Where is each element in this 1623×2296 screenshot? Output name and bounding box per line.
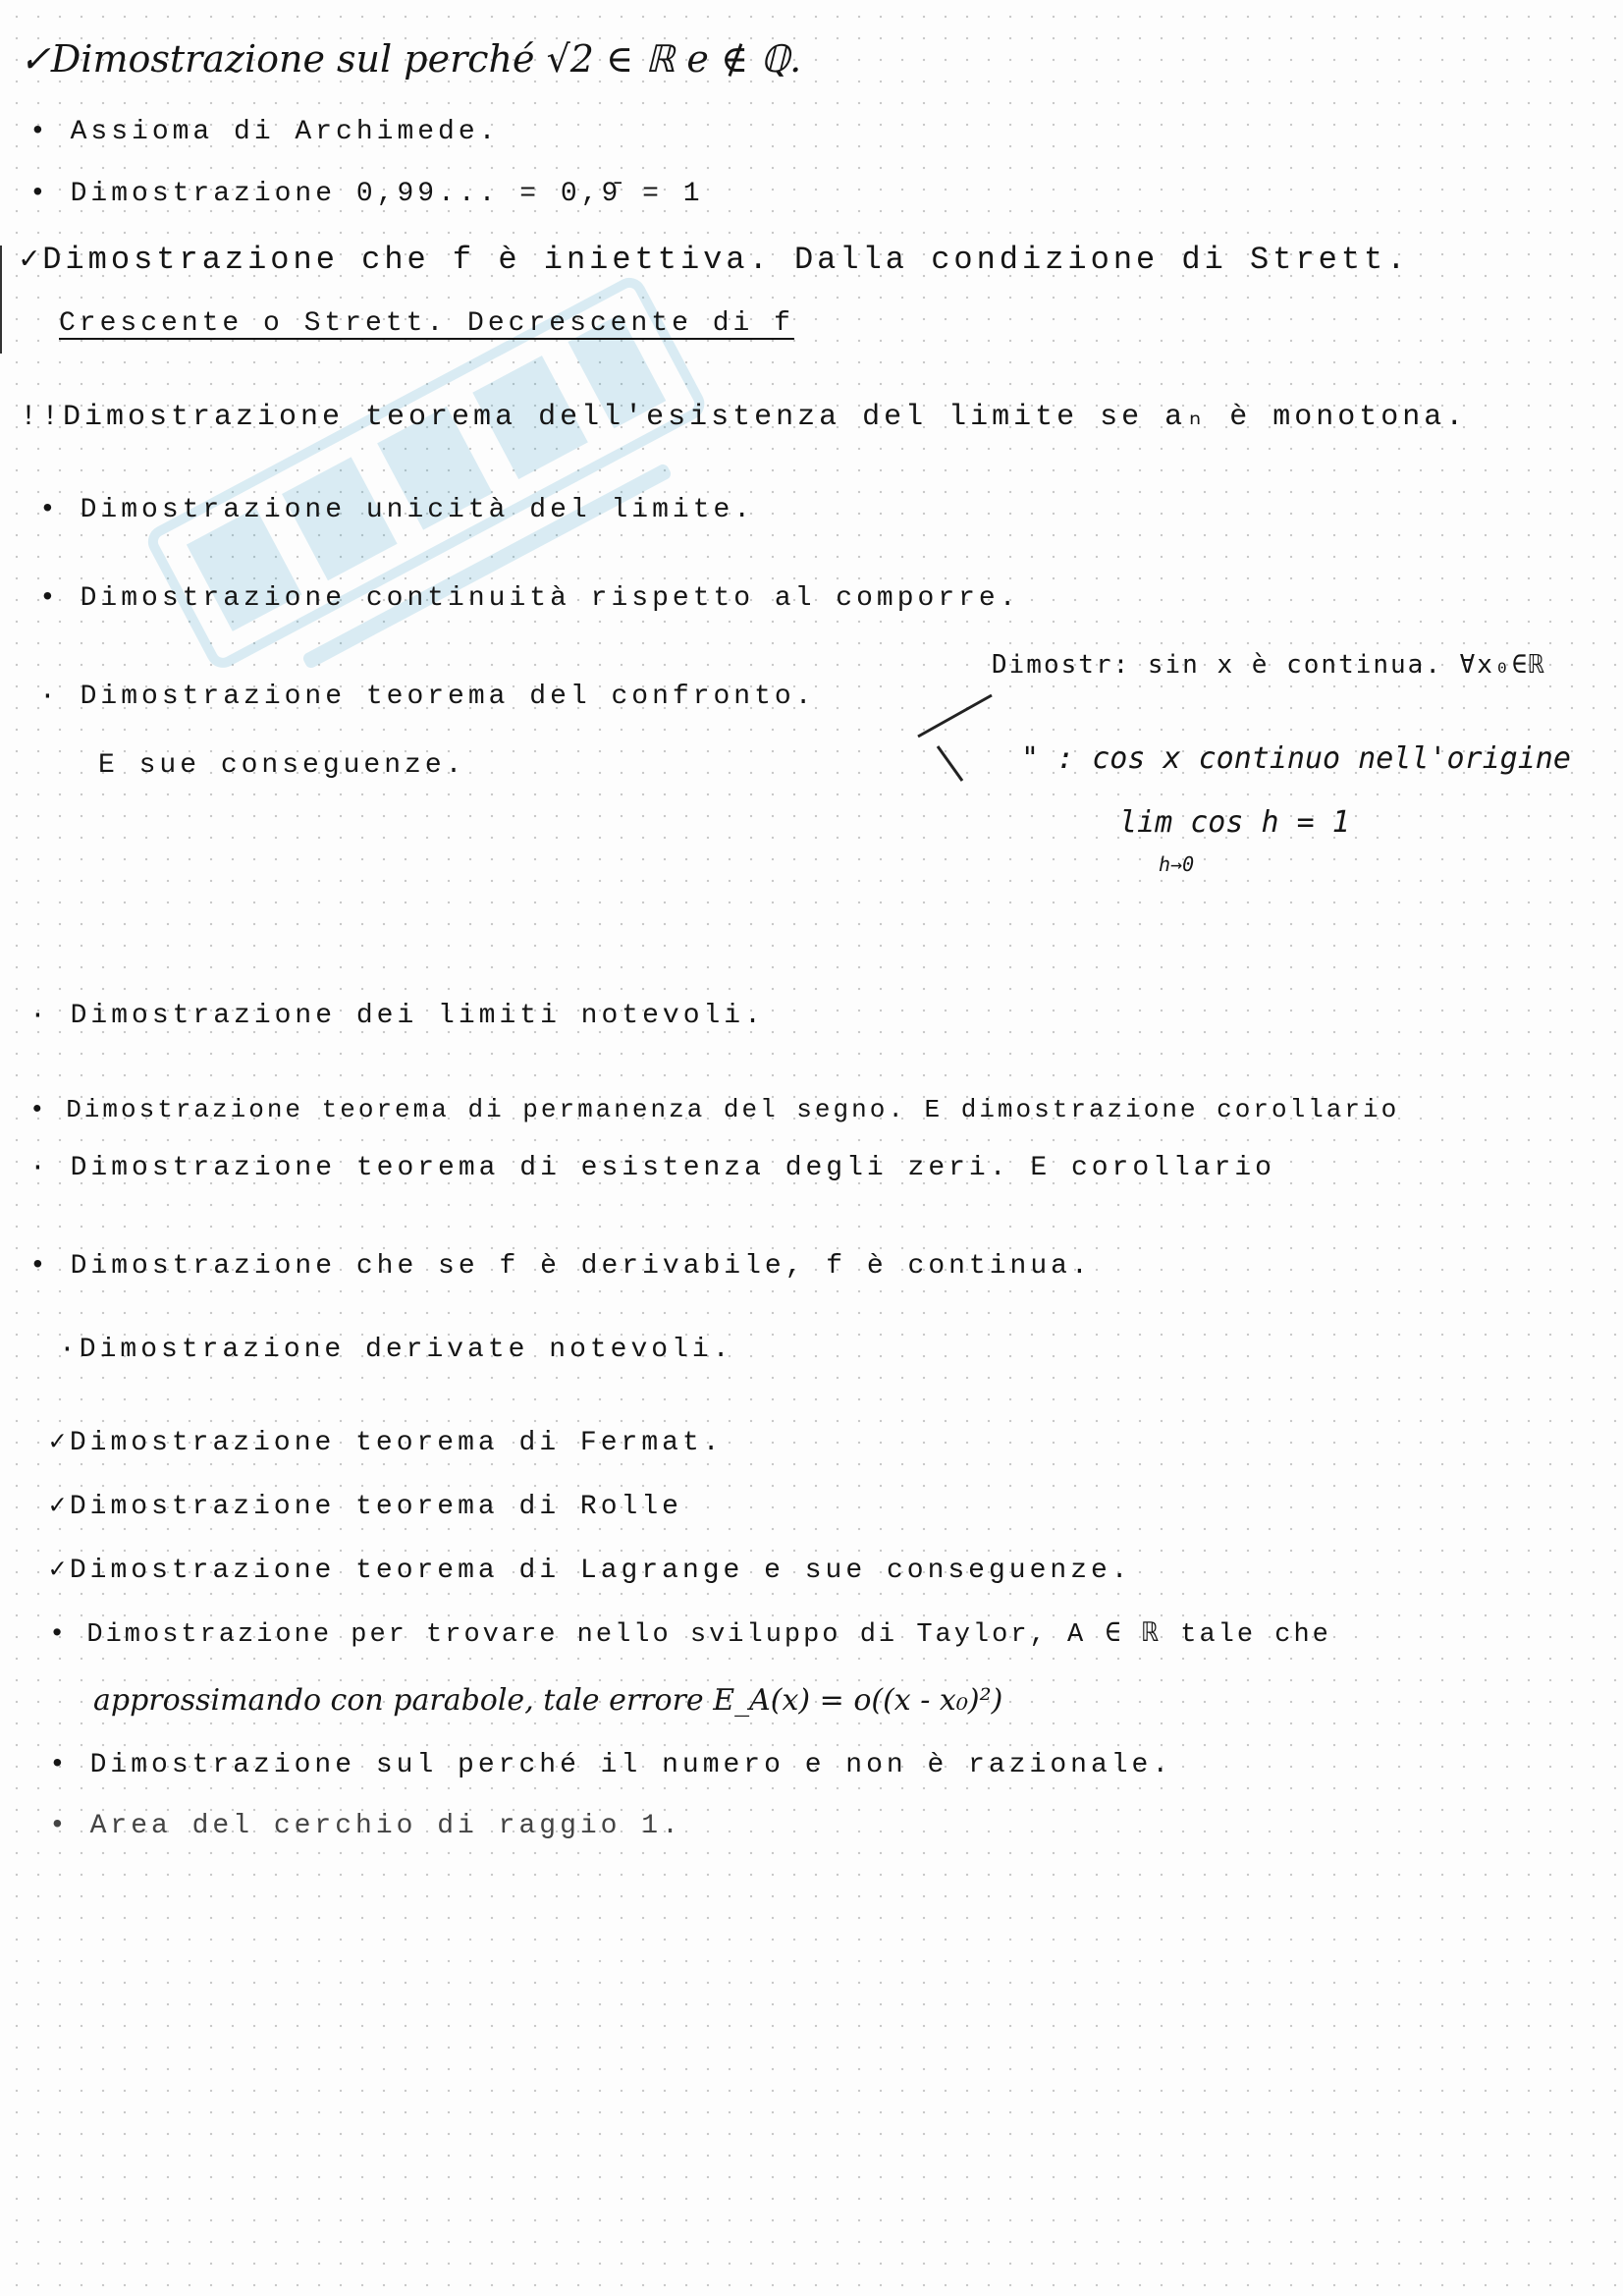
note-line: Crescente o Strett. Decrescente di f (59, 308, 794, 339)
note-line: • Dimostrazione continuità rispetto al comporre. (39, 583, 1020, 614)
note-line: · Dimostrazione teorema del confronto. (39, 682, 816, 712)
note-line: • Area del cerchio di raggio 1. (49, 1811, 682, 1841)
note-line: ✓Dimostrazione che f è iniettiva. Dalla condizione di Strett. (20, 242, 1410, 278)
note-line: E sue conseguenze. (98, 750, 466, 781)
note-line: approssimando con parabole, tale errore E_A(x) = o((x - x₀)²) (93, 1683, 1003, 1718)
note-line: • Dimostrazione sul perché il numero e non è razionale. (49, 1750, 1173, 1780)
note-line: · Dimostrazione teorema di esistenza degli zeri. E corollario (29, 1153, 1275, 1183)
side-note-sin: Dimostr: sin x è continua. ∀x₀∈ℝ (992, 650, 1546, 680)
note-line: ✓Dimostrazione teorema di Fermat. (49, 1428, 724, 1458)
branch-arrows (913, 687, 1001, 786)
note-line: ·Dimostrazione derivate notevoli. (59, 1335, 733, 1365)
note-line: • Dimostrazione che se f è derivabile, f è continua. (29, 1251, 1092, 1282)
note-line: • Assioma di Archimede. (29, 117, 500, 147)
note-line: • Dimostrazione per trovare nello sviluppo di Taylor, A ∈ ℝ tale che (49, 1620, 1331, 1650)
note-line: · Dimostrazione dei limiti notevoli. (29, 1001, 765, 1031)
note-line: • Dimostrazione unicità del limite. (39, 495, 755, 525)
note-line: • Dimostrazione teorema di permanenza del segno. E dimostrazione corollario (29, 1095, 1400, 1124)
note-line: ✓Dimostrazione teorema di Lagrange e sue conseguenze. (49, 1556, 1132, 1586)
note-line: • Dimostrazione 0,99... = 0,9̄ = 1 (29, 179, 704, 209)
margin-bracket (0, 246, 8, 354)
side-note-lim: lim cos h = 1 (1119, 805, 1350, 840)
note-line: ✓Dimostrazione sul perché √2 ∈ ℝ e ∉ ℚ. (20, 37, 802, 81)
side-note-lim-sub: h→0 (1159, 852, 1195, 876)
side-note-cos: " : cos x continuo nell'origine (1021, 741, 1571, 776)
note-line: !!Dimostrazione teorema dell'esistenza del limite se aₙ è monotona. (20, 401, 1468, 434)
note-line: ✓Dimostrazione teorema di Rolle (49, 1492, 682, 1522)
